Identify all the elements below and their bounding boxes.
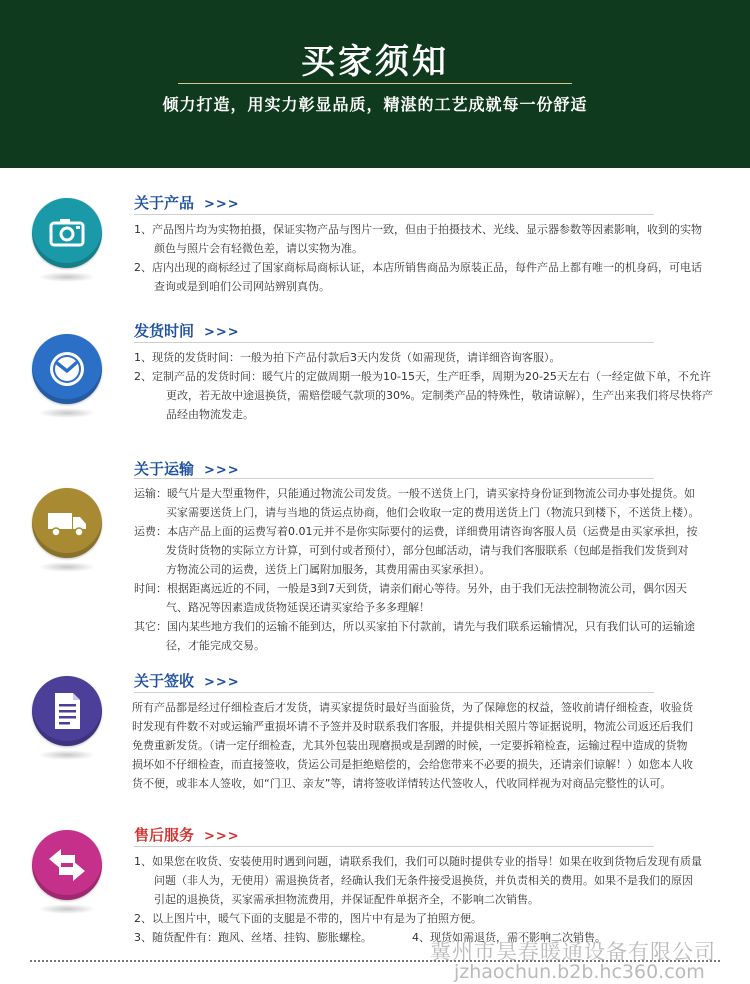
camera-badge [32,198,104,290]
section-body-product: 1、产品图片均为实物拍摄，保证实物产品与图片一致，但由于拍摄技术、光线、显示器参数等因素影响，收到的实物 颜色与照片会有轻微色差，请以实物为准。 2、店内出现的商标经过了国家商标局商标认证，本店所销售商品为原装正品，每件产品上都有唯一的机身码，可电话 查询或是到咱们公司网站辨别真伪。 [134,223,702,293]
section-title-product: 关于产品 >>> [134,194,240,212]
section-body-after-sales: 1、如果您在收货、安装使用时遇到问题，请联系我们，我们可以随时提供专业的指导！如果在收到货物后发现有质量 问题（非人为，无使用）需退换货者，经确认我们无条件接受退换货，并负责相关的费用。如果不是我们的原因 引起的退换货，买家需承担物流费用，并保证配件单据齐全，不影响二次销售。 2、以上图片中，暖气下面的支腿是不带的，图片中有是为了拍照方便。 3、随货配件有：跑风、丝堵、挂钩、膨胀螺栓。 4、现货如需退货，需不影响二次销售。 [134,855,702,944]
page-title: 买家须知 [301,42,449,82]
return-icon [45,843,89,887]
watermark-url: jzhaochun.b2b.hc360.com [454,961,705,983]
page-subtitle: 倾力打造，用实力彰显品质，精湛的工艺成就每一份舒适 [162,95,588,114]
camera-icon [45,211,89,255]
section-body-transport: 运输：暖气片是大型重物件，只能通过物流公司发货。一般不送货上门，请买家持身份证到物流公司办事处提货。如 买家需要送货上门，请与当地的货运点协商，他们会收取一定的费用送货上门（物流只到楼下，不送货上楼）。 运费：本店产品上面的运费写着0.01元并不是你实际要付的运费，详细费用请咨询客服人员（运费是由买家承担，按 发货时货物的实际立方计算，可到付或者预付），部分包邮活动，请与我们客服联系（包邮是指我们发货到对 方物流公司的运费，送货上门属附加服务，其费用需由买家承担）。 时间：根据距离远近的不同，一般是3到7天到货，请亲们耐心等待。另外，由于我们无法控制物流公司，偶尔因天 气、路况等因素造成货物延误还请买家给予多多理解！ 其它：国内某些地方我们的运输不能到达，所以买家拍下付款前，请先与我们联系运输情况，只有我们认可的运输途 径，才能完成交易。 [134,487,700,652]
truck-badge [32,488,104,580]
section-body-sign: 所有产品都是经过仔细检查后才发货，请买家提货时最好当面验货，为了保障您的权益，签收前请仔细检查，收验货 时发现有件数不对或运输严重损坏请不予签并及时联系我们客服，并提供相关照片等证据说明，物流公司返还后我们 免费重新发货。（请一定仔细检查，尤其外包装出现磨损或是刮蹭的时候，一定要拆箱检查，运输过程中造成的货物 损坏如不仔细检查，而直接签收，货运公司是拒绝赔偿的，会给您带来不必要的损失，还请亲们谅解！）如您本人收 货不便，或非本人签收，如“门卫、亲友”等，请将签收详情转达代签收人，代收同样视为对商品完整性的认可。 [132,701,693,790]
document-badge [32,676,104,768]
section-body-shipping: 1、现货的发货时间：一般为拍下产品付款后3天内发货（如需现货，请详细咨询客服）。 2、定制产品的发货时间：暖气片的定做周期一般为10-15天，生产旺季，周期为20-25天左右（一经定做下单，不允许 更改，若无故中途退换货，需赔偿暖气款项的30%。定制类产品的特殊性，敬请谅解），生产出来我们将尽快将产 品经由物流发走。 [134,351,713,421]
section-title-transport: 关于运输 >>> [134,460,240,478]
header-banner [0,0,750,168]
section-sign-for [0,664,750,804]
section-about-product [0,180,750,300]
watermark-company: 冀州市昊春暖通设备有限公司 [430,940,716,964]
document-icon [45,689,89,733]
header-divider [178,83,572,84]
section-after-sales [0,816,750,956]
truck-icon [45,501,89,545]
clock-badge [32,334,104,426]
section-shipping-time [0,312,750,432]
return-badge [32,830,104,922]
section-title-shipping: 发货时间 >>> [134,322,240,340]
section-title-sign: 关于签收 >>> [134,672,240,690]
section-title-after-sales: 售后服务 >>> [134,826,240,844]
clock-icon [45,347,89,391]
section-transport [0,448,750,652]
